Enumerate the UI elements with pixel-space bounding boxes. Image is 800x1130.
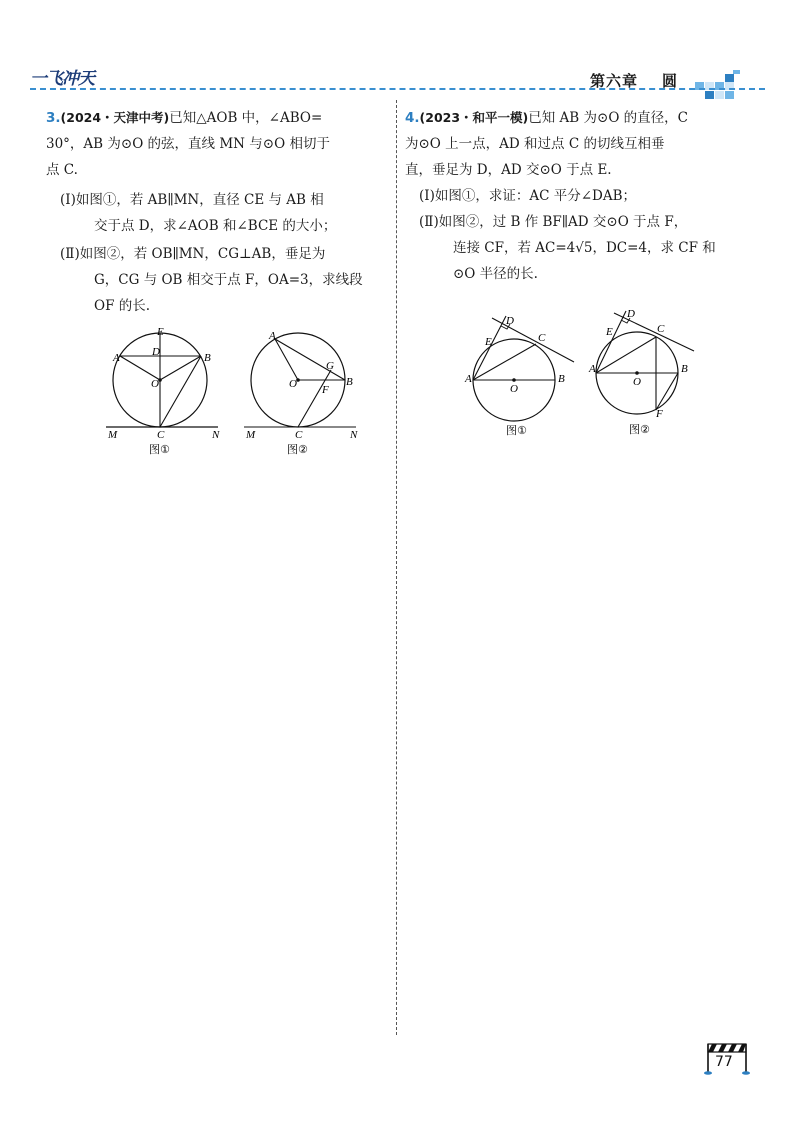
q3-part2-line-2: G，CG 与 OB 相交于点 F，OA=3，求线段 <box>94 272 363 288</box>
q3f2-label-C: C <box>295 429 303 441</box>
q4f1-label-D: D <box>506 315 514 327</box>
q4f1-label-A: A <box>465 373 472 385</box>
q4f1-label-B: B <box>558 373 565 385</box>
q4-source: (2023・和平一模) <box>419 110 529 125</box>
q4-part2-line-3: ⊙O 半径的长. <box>453 266 538 282</box>
book-logo: 一飞冲天 <box>30 69 94 89</box>
q3f1-label-C: C <box>157 429 165 441</box>
q3f2-label-O: O <box>289 378 297 390</box>
q3-stem-text: 已知△AOB 中，∠ABO= <box>169 110 323 126</box>
chapter-label: 第六章 <box>590 72 639 90</box>
q3f2-label-A: A <box>269 330 276 342</box>
q4-figure-2 <box>590 305 710 440</box>
question-3 <box>46 105 388 319</box>
q3-figure-2-caption: 图② <box>287 443 308 456</box>
q3f1-label-E: E <box>157 326 164 338</box>
q4-part1: (Ⅰ)如图①，求证：AC 平分∠DAB； <box>419 188 637 204</box>
q4-stem-line-3: 直，垂足为 D，AD 交⊙O 于点 E. <box>405 162 612 178</box>
q3f2-label-G: G <box>326 360 334 372</box>
q3f1-label-N: N <box>212 429 220 441</box>
q3-part2-line-3: OF 的长. <box>94 298 151 314</box>
q4-part2-line-1: (Ⅱ)如图②，过 B 作 BF∥AD 交⊙O 于点 F， <box>419 214 688 230</box>
q4f2-label-B: B <box>681 363 688 375</box>
q4f1-label-O: O <box>510 383 518 395</box>
q3-figure-1 <box>100 325 230 460</box>
q3f2-label-M: M <box>246 429 256 441</box>
page-number: 77 <box>715 1054 733 1070</box>
q3f2-label-F: F <box>322 384 329 396</box>
q3-stem-line-3: 点 C. <box>46 162 78 178</box>
q4f2-label-O: O <box>633 376 641 388</box>
q3f1-label-B: B <box>204 352 211 364</box>
question-4 <box>405 105 760 287</box>
q4-stem-line-1 <box>405 105 760 131</box>
q4f2-label-F: F <box>656 408 663 420</box>
q3-stem-line-2: 30°，AB 为⊙O 的弦，直线 MN 与⊙O 相切于 <box>46 136 330 152</box>
header-tiles-icon <box>695 70 741 100</box>
q3f1-label-O: O <box>151 378 159 390</box>
q4-figure-1 <box>462 310 582 440</box>
q3f1-label-M: M <box>108 429 118 441</box>
q4f2-label-C: C <box>657 323 665 335</box>
q4-stem-line-2: 为⊙O 上一点，AD 和过点 C 的切线互相垂 <box>405 136 665 152</box>
q4f2-label-D: D <box>627 308 635 320</box>
q3f1-label-D: D <box>152 346 160 358</box>
q4f2-label-E: E <box>606 326 613 338</box>
q4-part2-line-2: 连接 CF，若 AC=4√5，DC=4，求 CF 和 <box>453 240 716 256</box>
q3-stem-line-1 <box>46 105 388 131</box>
q3-part2-line-1: (Ⅱ)如图②，若 OB∥MN，CG⊥AB，垂足为 <box>60 246 326 262</box>
q3-part1-line-1: (Ⅰ)如图①，若 AB∥MN，直径 CE 与 AB 相 <box>60 192 324 208</box>
q4-stem-text: 已知 AB 为⊙O 的直径，C <box>528 110 689 126</box>
q3f2-label-N: N <box>350 429 358 441</box>
q4-number: 4. <box>405 110 420 126</box>
q3-part1-line-2: 交于点 D，求∠AOB 和∠BCE 的大小； <box>94 218 337 234</box>
q4f2-label-A: A <box>589 363 596 375</box>
q3-source: (2024・天津中考) <box>60 110 170 125</box>
header-divider <box>30 88 765 90</box>
q4f1-label-C: C <box>538 332 546 344</box>
q3f2-label-B: B <box>346 376 353 388</box>
q4f1-label-E: E <box>485 336 492 348</box>
q3-number: 3. <box>46 110 61 126</box>
q3-figure-1-caption: 图① <box>149 443 170 456</box>
column-divider <box>396 100 397 1035</box>
q4-figure-2-caption: 图② <box>629 423 650 436</box>
q3f1-label-A: A <box>113 352 120 364</box>
q4-figure-1-caption: 图① <box>506 424 527 437</box>
q3-figure-2 <box>238 325 368 460</box>
chapter-title: 圆 <box>662 72 679 90</box>
